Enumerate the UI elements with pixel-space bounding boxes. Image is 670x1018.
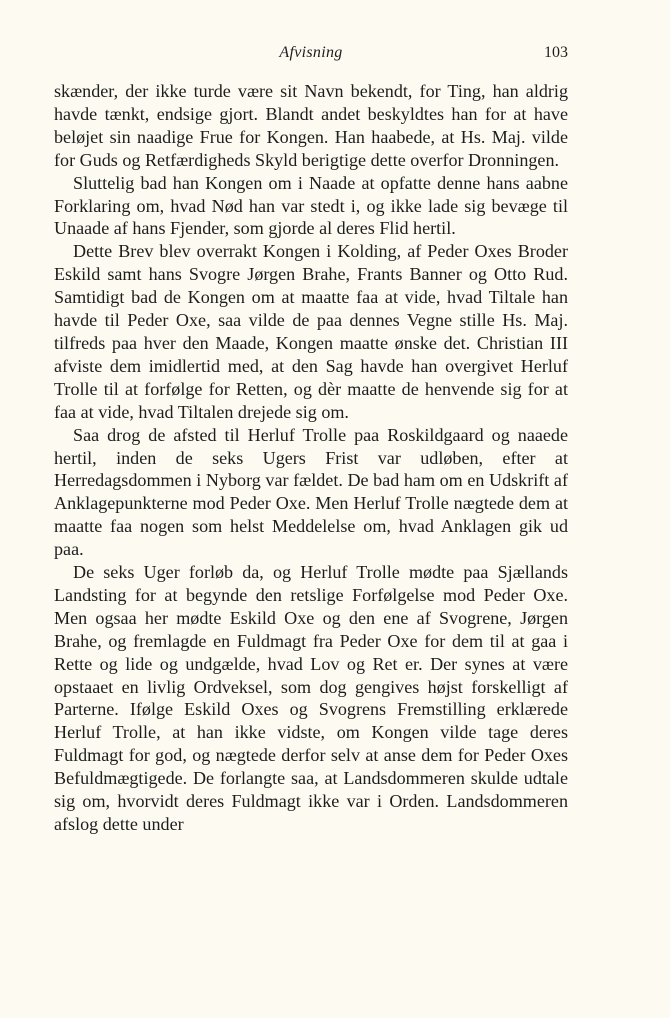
paragraph-continued: skænder, der ikke turde være sit Navn bekendt, for Ting, han aldrig havde tænkt, endsige gjort. Blandt andet beskyldtes han for at have beløjet sin naadige Frue for Kongen. Han haabede, at Hs. Maj. vilde for Guds og Retfærdigheds Skyld berigtige dette overfor Dronningen. — [54, 81, 568, 170]
running-head — [54, 44, 568, 66]
paragraph: Dette Brev blev overrakt Kongen i Kolding, af Peder Oxes Broder Eskild samt hans Svogre Jørgen Brahe, Frants Banner og Otto Rud. Samtidigt bad de Kongen om at maatte faa at vide, hvad Tiltale han havde til Peder Oxe, saa vilde de paa dennes Vegne stille Hs. Maj. tilfreds paa hver den Maade, Kongen maatte ønske det. Christian III afviste dem imidlertid med, at den Sag havde han overgivet Herluf Trolle til at forfølge for Retten, og dèr maatte de henvende sig for at faa at vide, hvad Tiltalen drejede sig om. — [54, 241, 568, 422]
paragraph: De seks Uger forløb da, og Herluf Trolle mødte paa Sjællands Landsting for at begynde den retslige Forfølgelse mod Peder Oxe. Men ogsaa her mødte Eskild Oxe og den ene af Svogrene, Jørgen Brahe, og fremlagde en Fuldmagt fra Peder Oxe for dem til at gaa i Rette og lide og undgælde, hvad Lov og Ret er. Der synes at være opstaaet en livlig Ordveksel, som dog gengives højst forskelligt af Parterne. Ifølge Eskild Oxes og Svogrens Fremstilling erklærede Herluf Trolle, at han ikke vidste, om Kongen vilde tage deres Fuldmagt for god, og nægtede derfor selv at anse dem for Peder Oxes Befuldmægtigede. De forlangte saa, at Landsdommeren skulde udtale sig om, hvorvidt deres Fuldmagt ikke var i Orden. Landsdommeren afslog dette under — [54, 562, 568, 834]
running-title: Afvisning — [279, 44, 343, 61]
page-number: 103 — [544, 44, 568, 61]
paragraph: Saa drog de afsted til Herluf Trolle paa Roskildgaard og naaede hertil, inden de seks Ugers Frist var udløben, efter at Herredagsdommen i Nyborg var fældet. De bad ham om en Udskrift af Anklagepunkterne mod Peder Oxe. Men Herluf Trolle nægtede dem at maatte faa nogen som helst Meddelelse om, hvad Anklagen gik ud paa. — [54, 424, 568, 560]
paragraph: Sluttelig bad han Kongen om i Naade at opfatte denne hans aabne Forklaring om, hvad Nød han var stedt i, og ikke lade sig bevæge til Unaade af hans Fjender, som gjorde al deres Flid hertil. — [54, 172, 568, 239]
body-text — [54, 80, 568, 836]
